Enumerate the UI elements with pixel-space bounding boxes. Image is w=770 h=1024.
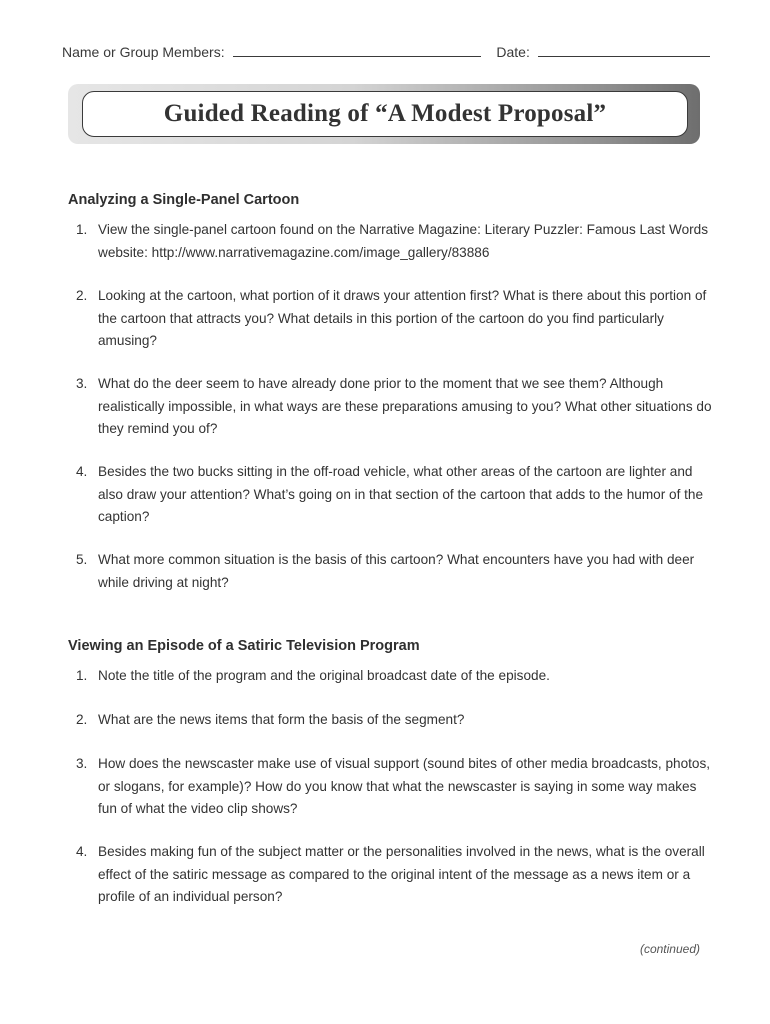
question-item [76,219,716,264]
question-item [76,665,716,688]
date-blank [538,44,710,57]
name-label: Name or Group Members: [62,44,225,60]
question-number: 1. [76,668,88,683]
question-number: 2. [76,712,88,727]
question-text: Besides making fun of the subject matter or the personalities involved in the news, what is the overall effect of the satiric message as compared to the original intent of the message as a news item or a profile of an individual person? [98,844,705,904]
question-item [76,285,716,353]
question-text: How does the newscaster make use of visual support (sound bites of other media broadcasts, photos, or slogans, for example)? How do you know that what the newscaster is saying in some way makes fun of what the video clip shows? [98,756,711,816]
question-number: 1. [76,222,88,237]
continued-note: (continued) [639,942,700,956]
question-number: 3. [76,756,88,771]
name-date-line [62,44,712,60]
question-text: What are the news items that form the basis of the segment? [98,712,465,727]
section-heading-cartoon: Analyzing a Single-Panel Cartoon [68,192,300,208]
question-item [76,373,716,441]
question-number: 5. [76,552,88,567]
question-item [76,461,716,529]
question-text: What do the deer seem to have already done prior to the moment that we see them? Although realistically impossible, in what ways are these preparations amusing to you? What other situations do they remind you of? [98,376,712,436]
question-item [76,753,716,821]
question-item [76,709,716,732]
question-text: Note the title of the program and the original broadcast date of the episode. [98,668,550,683]
question-item [76,841,716,909]
question-number: 3. [76,376,88,391]
question-text: Looking at the cartoon, what portion of it draws your attention first? What is there about this portion of the cartoon that attracts you? What details in this portion of the cartoon do you find particularly amusing? [98,288,707,348]
name-blank [233,44,481,57]
question-number: 4. [76,464,88,479]
question-number: 4. [76,844,88,859]
question-text: What more common situation is the basis of this cartoon? What encounters have you had with deer while driving at night? [98,552,695,590]
question-text: Besides the two bucks sitting in the off-road vehicle, what other areas of the cartoon are lighter and also draw your attention? What’s going on in that section of the cartoon that adds to the humor of the caption? [98,464,704,524]
question-number: 2. [76,288,88,303]
question-text: View the single-panel cartoon found on the Narrative Magazine: Literary Puzzler: Famous Last Words website: http://www.narrativemagazine.com/image_gallery/83886 [98,222,709,260]
page-title: Guided Reading of “A Modest Proposal” [163,100,607,127]
question-item [76,549,716,594]
title-banner [82,91,688,137]
section-heading-television: Viewing an Episode of a Satiric Television Program [68,638,420,654]
date-label: Date: [496,44,530,60]
